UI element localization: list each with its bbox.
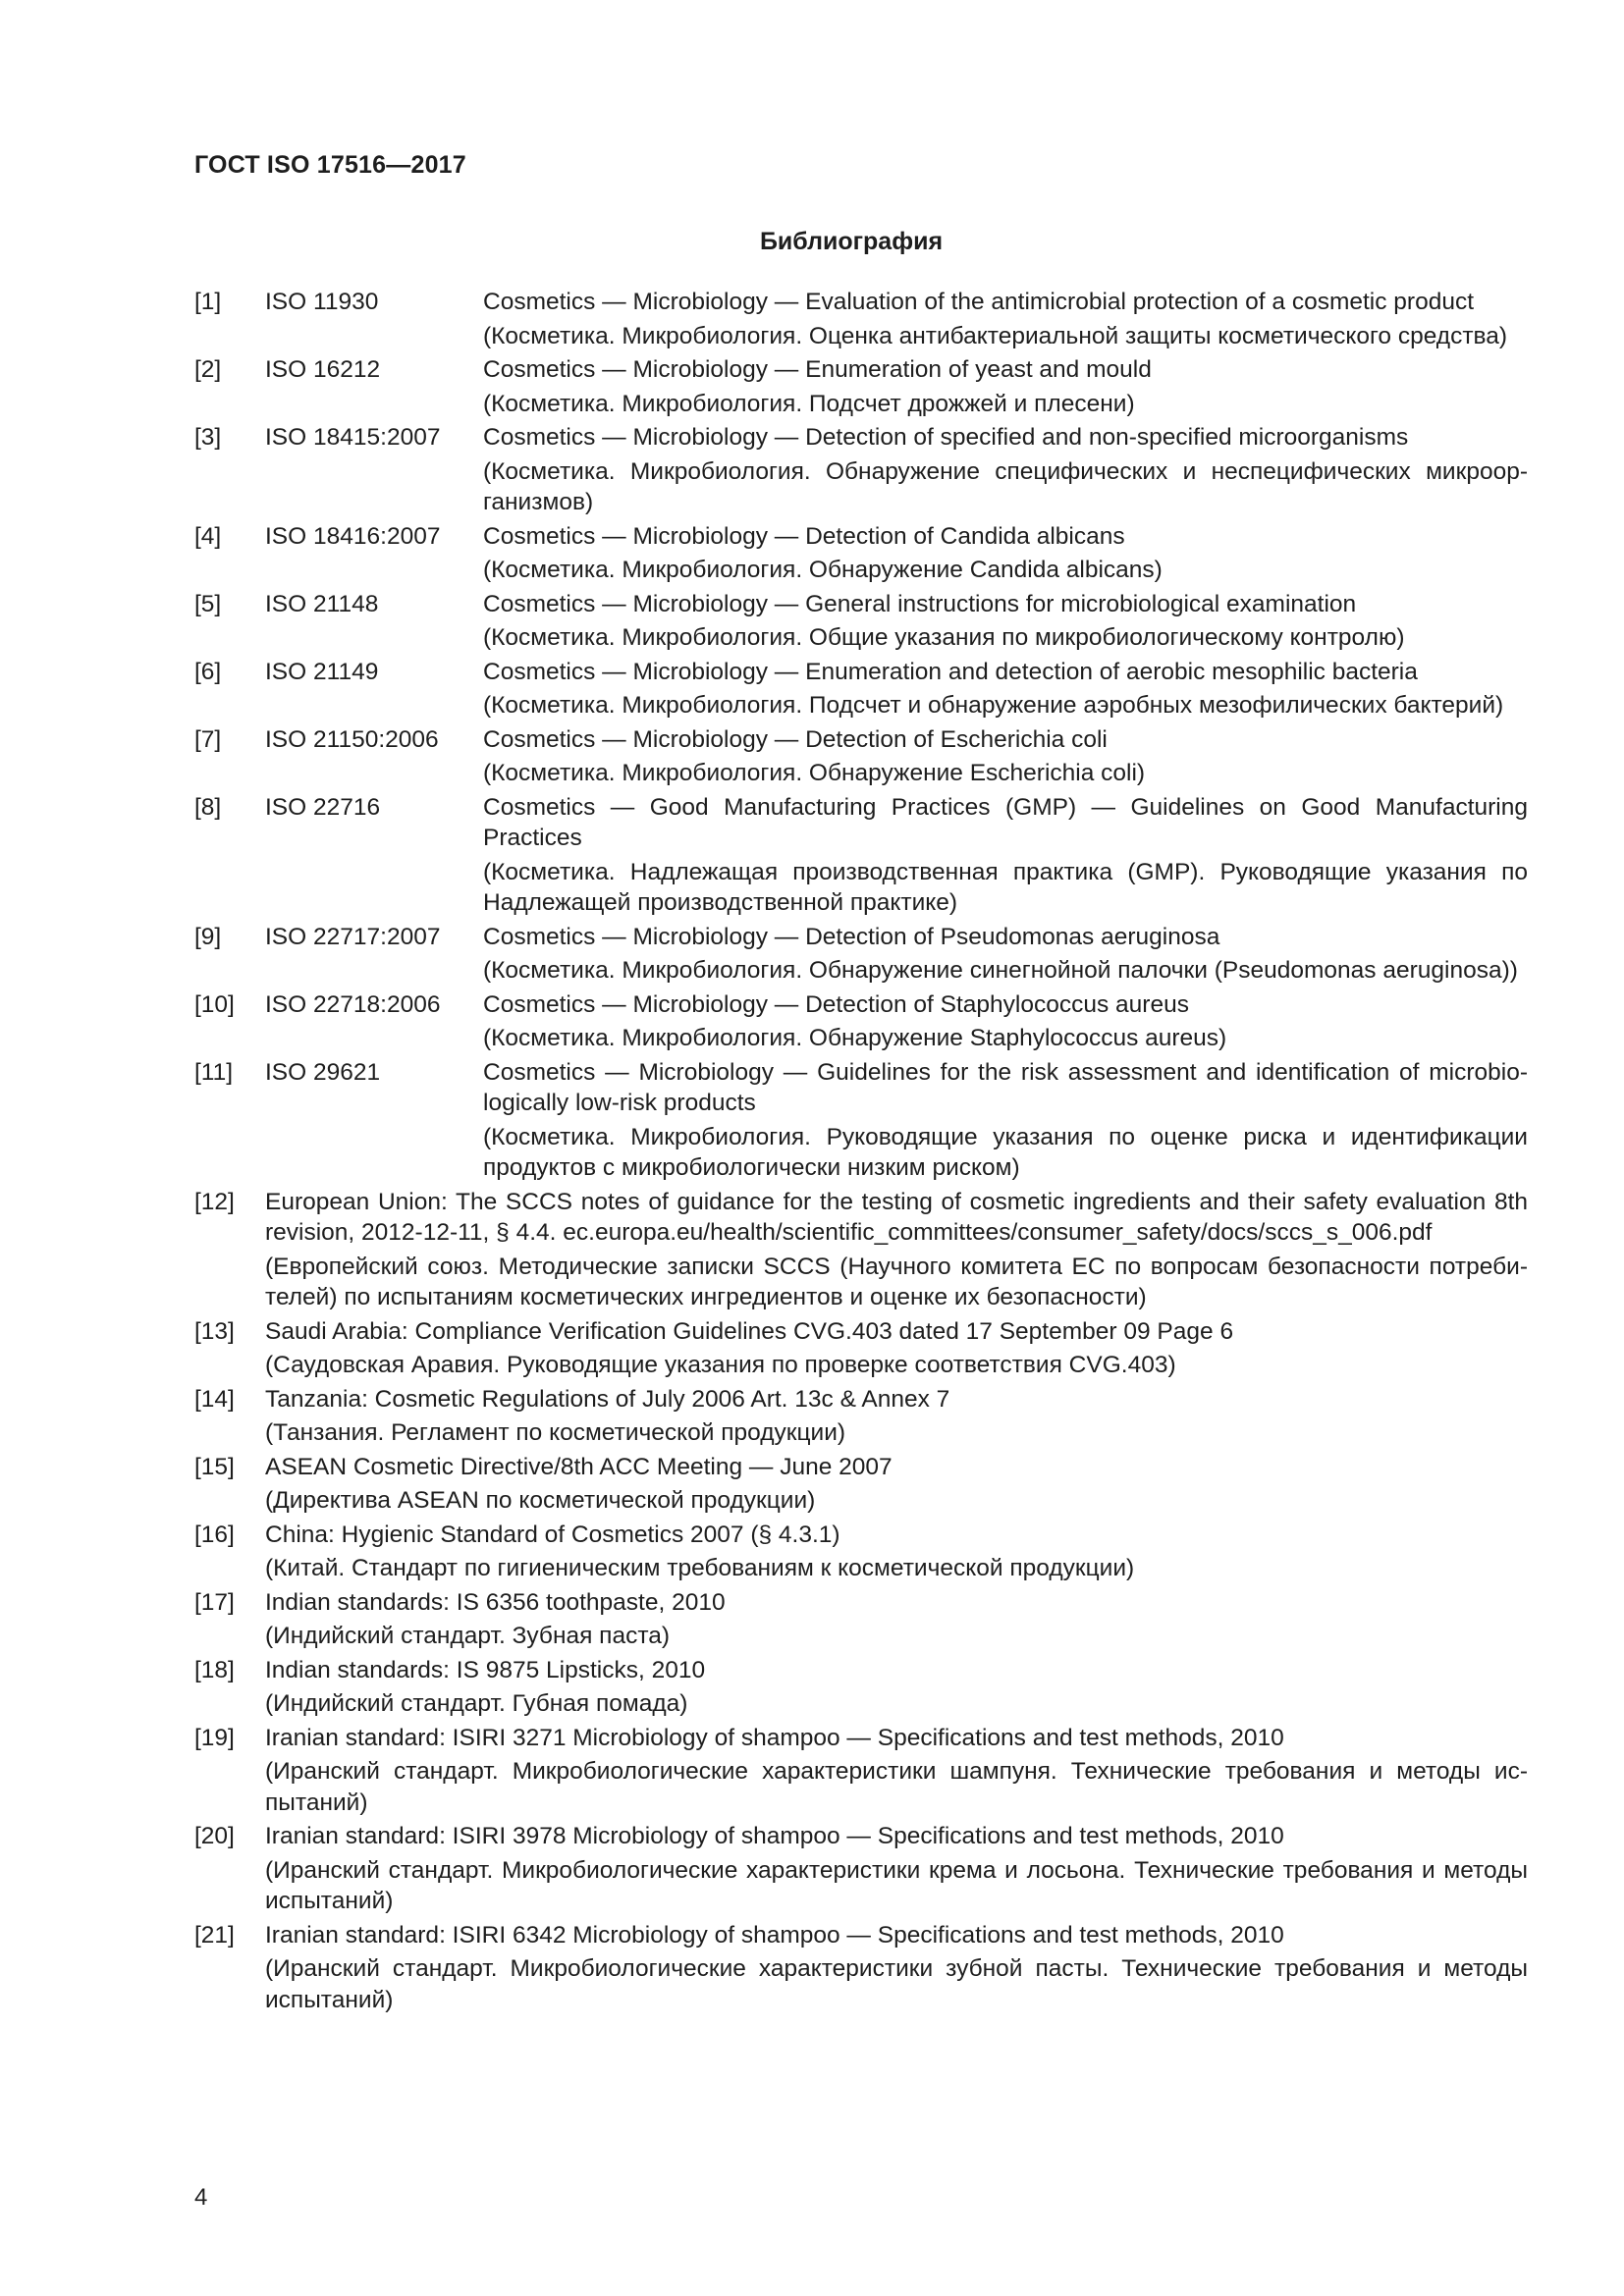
reference-entry xyxy=(194,1187,1528,1313)
reference-number: [18] xyxy=(194,1656,235,1683)
reference-title-en: China: Hygienic Standard of Cosmetics 2007 (§ 4.3.1) xyxy=(265,1521,840,1548)
bibliography-title: Библиография xyxy=(759,228,944,255)
reference-number: [7] xyxy=(194,725,222,753)
reference-title-en: Saudi Arabia: Compliance Verification Guidelines CVG.403 dated 17 September 09 Page 6 xyxy=(265,1317,1234,1345)
reference-title-ru: (Косметика. Микробиология. Обнаружение Escherichia coli) xyxy=(483,760,1146,786)
reference-title-ru: (Индийский стандарт. Зубная паста) xyxy=(265,1623,671,1649)
reference-body xyxy=(483,354,1528,419)
reference-body xyxy=(483,989,1528,1054)
reference-entry xyxy=(194,589,1528,654)
reference-title-ru: (Косметика. Микробиология. Руководящие указания по оценке риска и идентификации продуктов с микробиологически низким риском) xyxy=(483,1123,1528,1181)
reference-body xyxy=(483,287,1528,351)
reference-title-ru: (Саудовская Аравия. Руководящие указания по проверке соответствия CVG.403) xyxy=(265,1352,1176,1378)
reference-body xyxy=(265,1452,1528,1517)
reference-number: [21] xyxy=(194,1921,235,1949)
reference-list xyxy=(194,287,1528,2018)
reference-code: ISO 18415:2007 xyxy=(265,424,441,451)
reference-body xyxy=(265,1655,1528,1720)
reference-entry xyxy=(194,657,1528,721)
reference-entry xyxy=(194,1520,1528,1584)
reference-title-ru: (Косметика. Микробиология. Обнаружение Staphylococcus aureus) xyxy=(483,1025,1227,1051)
iso-reference-group xyxy=(194,287,1528,1184)
reference-title-ru: (Директива ASEAN по косметической продукции) xyxy=(265,1487,816,1514)
reference-code: ISO 22717:2007 xyxy=(265,923,441,950)
reference-number: [11] xyxy=(194,1058,234,1086)
reference-title-en: Iranian standard: ISIRI 3978 Microbiology of shampoo — Specifications and test methods, 2010 xyxy=(265,1823,1284,1849)
reference-entry xyxy=(194,422,1528,518)
reference-number: [2] xyxy=(194,356,222,383)
reference-code: ISO 29621 xyxy=(265,1058,381,1086)
reference-number: [12] xyxy=(194,1188,235,1215)
reference-body xyxy=(265,1316,1528,1381)
reference-number: [13] xyxy=(194,1317,235,1345)
reference-body xyxy=(483,657,1528,721)
reference-title-en: Cosmetics — Microbiology — General instructions for microbiological examination xyxy=(483,590,1357,617)
reference-entry xyxy=(194,1384,1528,1449)
reference-title-ru: (Косметика. Микробиология. Подсчет и обнаружение аэробных мезофилических бактерий) xyxy=(483,692,1504,719)
page-number: 4 xyxy=(194,2184,208,2211)
reference-body xyxy=(483,922,1528,987)
reference-entry xyxy=(194,1821,1528,1917)
reference-number: [10] xyxy=(194,990,235,1018)
reference-number: [5] xyxy=(194,590,222,617)
reference-code: ISO 11930 xyxy=(265,289,379,315)
reference-entry xyxy=(194,1723,1528,1819)
reference-title-ru: (Индийский стандарт. Губная помада) xyxy=(265,1690,688,1717)
reference-entry xyxy=(194,1655,1528,1720)
reference-entry xyxy=(194,354,1528,419)
reference-number: [9] xyxy=(194,923,222,950)
reference-title-ru: (Иранский стандарт. Микробиологические характеристики шампуня. Технические требования и методы испытаний) xyxy=(265,1758,1528,1816)
reference-body xyxy=(483,724,1528,789)
reference-entry xyxy=(194,1452,1528,1517)
reference-title-ru: (Косметика. Микробиология. Подсчет дрожжей и плесени) xyxy=(483,390,1135,417)
reference-title-ru: (Европейский союз. Методические записки SCCS (Научного комитета ЕС по вопросам безопасности потребителей) по испытаниям косметических ингредиентов и оценке их безопасности) xyxy=(265,1253,1528,1310)
reference-body xyxy=(265,1520,1528,1584)
reference-code: ISO 21150:2006 xyxy=(265,725,439,753)
reference-body xyxy=(265,1187,1528,1313)
reference-entry xyxy=(194,724,1528,789)
reference-title-en: Cosmetics — Microbiology — Detection of Pseudomonas aeruginosa xyxy=(483,923,1220,950)
reference-title-ru: (Китай. Стандарт по гигиеническим требованиям к косметической продукции) xyxy=(265,1555,1135,1581)
reference-title-en: Iranian standard: ISIRI 3271 Microbiology of shampoo — Specifications and test methods, 2010 xyxy=(265,1724,1284,1751)
reference-entry xyxy=(194,1920,1528,2016)
reference-number: [8] xyxy=(194,793,222,821)
reference-body xyxy=(265,1587,1528,1652)
reference-title-en: Cosmetics — Microbiology — Detection of Escherichia coli xyxy=(483,725,1108,753)
reference-number: [17] xyxy=(194,1588,235,1616)
reference-title-en: Cosmetics — Microbiology — Enumeration and detection of aerobic mesophilic bacteria xyxy=(483,658,1418,685)
document-header: ГОСТ ISO 17516—2017 xyxy=(194,151,466,179)
reference-body xyxy=(483,589,1528,654)
reference-title-ru: (Иранский стандарт. Микробиологические характеристики крема и лосьона. Технические требования и методы испытаний) xyxy=(265,1856,1528,1914)
reference-entry xyxy=(194,1057,1528,1184)
reference-entry xyxy=(194,287,1528,351)
reference-title-en: Indian standards: IS 6356 toothpaste, 2010 xyxy=(265,1588,726,1616)
reference-entry xyxy=(194,989,1528,1054)
reference-entry xyxy=(194,1587,1528,1652)
reference-number: [16] xyxy=(194,1521,235,1548)
reference-title-en: Cosmetics — Microbiology — Guidelines for the risk assessment and identification of microbiologically low-risk products xyxy=(483,1058,1528,1116)
reference-code: ISO 22718:2006 xyxy=(265,990,441,1018)
reference-title-en: European Union: The SCCS notes of guidance for the testing of cosmetic ingredients and their safety evaluation 8th revision, 2012-12-11, § 4.4. ec.europa.eu/health/scientific_committees/consumer_safety/docs/sccs_s_006.pdf xyxy=(265,1188,1528,1246)
reference-title-ru: (Танзания. Регламент по косметической продукции) xyxy=(265,1419,846,1446)
reference-number: [6] xyxy=(194,658,222,685)
reference-entry xyxy=(194,1316,1528,1381)
reference-entry xyxy=(194,521,1528,586)
reference-title-en: Cosmetics — Microbiology — Detection of specified and non-specified microorganisms xyxy=(483,424,1409,451)
reference-title-en: Tanzania: Cosmetic Regulations of July 2006 Art. 13c & Annex 7 xyxy=(265,1385,950,1413)
reference-title-ru: (Косметика. Микробиология. Обнаружение специфических и неспецифических микроорганизмов) xyxy=(483,457,1528,515)
reference-title-en: Iranian standard: ISIRI 6342 Microbiology of shampoo — Specifications and test methods, 2010 xyxy=(265,1921,1284,1949)
reference-title-ru: (Косметика. Микробиология. Общие указания по микробиологическому контролю) xyxy=(483,624,1405,651)
reference-code: ISO 18416:2007 xyxy=(265,522,441,550)
reference-title-en: Cosmetics — Microbiology — Evaluation of the antimicrobial protection of a cosmetic product xyxy=(483,289,1475,315)
reference-title-ru: (Косметика. Надлежащая производственная практика (GMP). Руководящие указания по Надлежащей производственной практике) xyxy=(483,858,1528,916)
reference-body xyxy=(265,1384,1528,1449)
reference-body xyxy=(483,1057,1528,1184)
reference-number: [1] xyxy=(194,289,222,315)
reference-number: [14] xyxy=(194,1385,235,1413)
reference-number: [20] xyxy=(194,1823,235,1849)
reference-body xyxy=(265,1723,1528,1819)
reference-title-en: Cosmetics — Microbiology — Enumeration of yeast and mould xyxy=(483,356,1152,383)
reference-body xyxy=(483,521,1528,586)
reference-title-en: Cosmetics — Microbiology — Detection of Staphylococcus aureus xyxy=(483,990,1189,1018)
reference-entry xyxy=(194,792,1528,919)
reference-title-ru: (Иранский стандарт. Микробиологические характеристики зубной пасты. Технические требования и методы испытаний) xyxy=(265,1955,1528,2013)
reference-number: [19] xyxy=(194,1724,235,1751)
reference-title-en: Cosmetics — Good Manufacturing Practices (GMP) — Guidelines on Good Manufacturing Practices xyxy=(483,793,1528,851)
reference-title-en: Cosmetics — Microbiology — Detection of Candida albicans xyxy=(483,522,1125,550)
reference-title-en: Indian standards: IS 9875 Lipsticks, 2010 xyxy=(265,1656,706,1683)
reference-title-ru: (Косметика. Микробиология. Обнаружение Candida albicans) xyxy=(483,557,1163,583)
reference-number: [4] xyxy=(194,522,222,550)
reference-body xyxy=(483,422,1528,518)
reference-number: [15] xyxy=(194,1453,235,1480)
reference-title-en: ASEAN Cosmetic Directive/8th ACC Meeting — June 2007 xyxy=(265,1453,893,1480)
reference-title-ru: (Косметика. Микробиология. Обнаружение синегнойной палочки (Pseudomonas aeruginosa)) xyxy=(483,957,1518,984)
other-reference-group xyxy=(194,1187,1528,2016)
reference-code: ISO 22716 xyxy=(265,793,381,821)
reference-body xyxy=(265,1920,1528,2016)
reference-code: ISO 16212 xyxy=(265,356,381,383)
reference-entry xyxy=(194,922,1528,987)
reference-body xyxy=(265,1821,1528,1917)
reference-code: ISO 21148 xyxy=(265,590,379,617)
reference-number: [3] xyxy=(194,424,222,451)
reference-title-ru: (Косметика. Микробиология. Оценка антибактериальной защиты косметического средства) xyxy=(483,322,1508,349)
reference-body xyxy=(483,792,1528,919)
reference-code: ISO 21149 xyxy=(265,658,379,685)
